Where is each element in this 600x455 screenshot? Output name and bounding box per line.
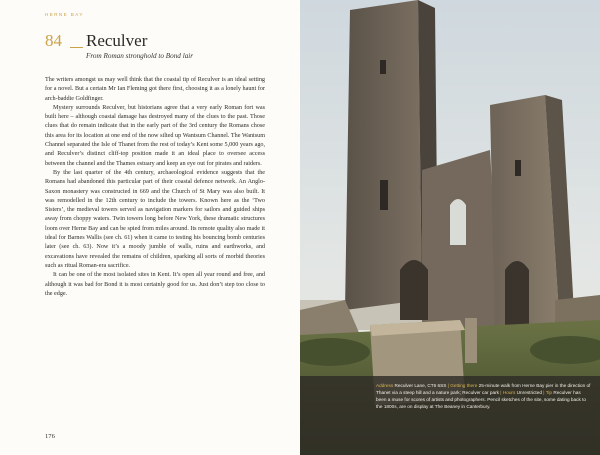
- tip-value: Reculver has been a muse for scores of artists and photographers. Pencil sketches of the site, some dating back to the 1800s, are on display at The Beaney in Canterbury.: [376, 390, 587, 409]
- chapter-title: Reculver: [86, 31, 148, 50]
- chapter-heading: [45, 32, 285, 54]
- address-label: Address: [376, 383, 394, 388]
- running-head: HERNE BAY: [45, 12, 84, 17]
- right-page: [300, 0, 600, 455]
- chapter-number: 84: [45, 31, 62, 50]
- address-value: Reculver Lane, CT6 6SS: [394, 383, 447, 388]
- body-text: [45, 76, 265, 299]
- chapter-number-rule: [70, 47, 83, 48]
- paragraph: It can be one of the most isolated sites in Kent. It’s open all year round and free, and although it was bad for Bond it is most certainly good for us. Just don’t step too close to the edge.: [45, 272, 265, 297]
- hours-label: Hours: [502, 390, 516, 395]
- chapter-subtitle: From Roman stronghold to Bond lair: [86, 52, 194, 60]
- paragraph: Mystery surrounds Reculver, but historians agree that a very early Roman fort was built here – although coastal damage has destroyed many of the clues to the past. Those clues that do remain indicate that in the early part of the 3rd century the Romans chose this area for its location at one end of the now silted up Wantsum Channel. The Wantsum Channel separated the Isle of Thanet from the rest of today’s Kent some 5,000 years ago, and Reculver’s distinct cliff-top position made it an ideal place to oversee access between the channel and the Thames estuary and keep an eye out for pirates and raiders.: [45, 104, 265, 167]
- hours-value: Unrestricted: [516, 390, 542, 395]
- paragraph: By the last quarter of the 4th century, archaeological evidence suggests that the Romans had abandoned this particular part of their coastal defence network. An Anglo-Saxon monastery was constructed in 669 and the Church of St Mary was also built. It was remodelled in the 12th century to include the towers. Known here as the ‘Two Sisters’, the medieval towers served as navigation markers for sailors and guided ships away from choppy waters. Twin towers long before New York, these dramatic structures loom over Herne Bay and can be spied from miles around. Its remote quality also made it ideal for Barnes Wallis (see ch. 61) when it came to testing his bouncing bomb centuries later (see ch. 63). Now it’s a moody jumble of walls, ruins and earthworks, and excavations have revealed the remains of children, sparking all sorts of morbid theories such as ritual Roman-era sacrifice.: [45, 169, 265, 269]
- photo-caption: [300, 376, 600, 455]
- getting-there-label: Getting there: [450, 383, 478, 388]
- caption-separator: |: [447, 383, 449, 388]
- caption-separator: |: [543, 390, 545, 395]
- caption-separator: |: [500, 390, 502, 395]
- tip-label: Tip: [545, 390, 553, 395]
- getting-there-value: 25-minute walk from Herne Bay pier in the direction of Thanet via a steep hill and a nature park; Reculver car park: [376, 383, 591, 395]
- paragraph: The writers amongst us may well think that the coastal tip of Reculver is an ideal setting for a novel. But a certain Mr Ian Fleming got there first, choosing it as a lonely haunt for arch-baddie Goldfinger.: [45, 77, 265, 102]
- page-number: 176: [45, 433, 55, 440]
